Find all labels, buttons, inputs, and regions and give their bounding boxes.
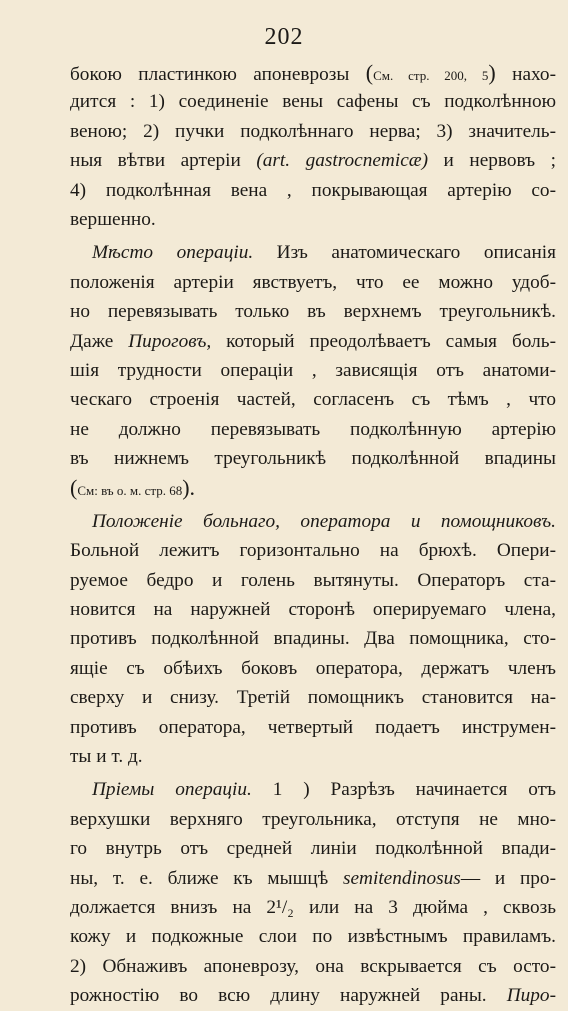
text-span: Даже xyxy=(70,330,129,352)
text-span: ны, т. е. ближе къ мышцѣ xyxy=(70,867,343,889)
text-line xyxy=(70,117,556,146)
text-span: ). xyxy=(182,475,196,501)
text-span: ящіе съ обѣихъ боковъ оператора, держатъ членъ xyxy=(70,657,556,679)
text-line xyxy=(70,268,556,297)
text-line xyxy=(70,805,556,834)
text-span: ( xyxy=(70,475,78,501)
text-span: противъ оператора, четвертый подаетъ инструмен- xyxy=(70,716,556,738)
text-span: но перевязывать только въ верхнемъ треугольникѣ. xyxy=(70,301,556,323)
text-line xyxy=(70,238,556,267)
text-span: и нервовъ ; xyxy=(428,150,556,172)
text-span: 4) подколѣнная вена , покрывающая артерію со- xyxy=(70,179,556,201)
text-span: semitendinosus xyxy=(342,867,461,889)
text-span: руемое бедро и голень вытянуты. Операторъ ста- xyxy=(70,569,556,591)
text-span: Положеніе больнаго, оператора и помощниковъ. xyxy=(92,510,556,532)
text-span: Мѣсто операціи. xyxy=(92,242,254,264)
text-span: Пироговъ, xyxy=(128,330,212,352)
text-line xyxy=(70,146,556,175)
page-number: 202 xyxy=(264,24,304,50)
text-span: вершенно. xyxy=(70,208,156,230)
text-span: веною; 2) пучки подколѣннаго нерва; 3) значитель- xyxy=(70,120,556,142)
text-line xyxy=(70,834,556,863)
text-span: противъ подколѣнной впадины. Два помощника, сто- xyxy=(70,628,556,650)
text-line xyxy=(70,444,556,473)
text-span: нахо- xyxy=(495,64,556,85)
body-text xyxy=(70,58,556,1011)
text-span: (art. gastrocnemicæ) xyxy=(256,150,429,172)
text-span: ( xyxy=(365,60,374,85)
text-span: который преодолѣваетъ самыя боль- xyxy=(211,330,556,352)
text-span: ныя вѣтви артеріи xyxy=(70,150,257,172)
text-line xyxy=(70,205,556,234)
text-line xyxy=(70,742,556,771)
text-line xyxy=(70,864,556,893)
text-line xyxy=(70,654,556,683)
text-line xyxy=(70,566,556,595)
text-span: не должно перевязывать подколѣнную артерію xyxy=(70,418,556,440)
text-line xyxy=(70,87,556,116)
text-span: дится : 1) соединеніе вены сафены съ подколѣнною xyxy=(70,91,556,113)
text-line xyxy=(70,624,556,653)
text-span: См: въ о. м. стр. 68 xyxy=(77,483,183,499)
text-line xyxy=(70,473,556,502)
text-span: ) xyxy=(488,60,496,85)
text-line xyxy=(70,356,556,385)
text-line xyxy=(70,385,556,414)
text-span: 1 ) Разрѣзъ начинается отъ xyxy=(251,779,556,801)
text-line xyxy=(70,775,556,804)
text-line xyxy=(70,595,556,624)
text-span: рожностію во всю длину наружней раны. xyxy=(70,985,507,1007)
text-span: бокою пластинкою апоневрозы xyxy=(70,64,366,85)
text-span: — и про- xyxy=(460,867,556,889)
text-line xyxy=(70,981,556,1010)
text-span: шія трудности операціи , зависящія отъ анатоми- xyxy=(70,359,556,381)
text-span: 2) Обнаживъ апоневрозу, она вскрывается съ осто- xyxy=(70,955,556,977)
text-line xyxy=(70,713,556,742)
text-line xyxy=(70,176,556,205)
text-span: го внутрь отъ средней линіи подколѣнной впади- xyxy=(70,838,556,860)
text-span: должается внизъ на 2¹/₂ или на 3 дюйма , сквозь xyxy=(70,896,556,918)
text-span: ты и т. д. xyxy=(70,745,143,767)
text-span: Пріемы операціи. xyxy=(92,779,252,801)
text-line xyxy=(70,415,556,444)
text-span: Изъ анатомическаго описанія xyxy=(253,242,556,264)
text-span: Больной лежитъ горизонтально на брюхѣ. Опери- xyxy=(70,540,556,562)
text-span: верхушки верхняго треугольника, отступя не мно- xyxy=(70,808,556,830)
text-span: См. стр. 200, 5 xyxy=(373,68,489,83)
text-span: положенія артеріи явствуетъ, что ее можно удоб- xyxy=(70,271,556,293)
text-span: ческаго строенія частей, согласенъ съ тѣмъ , что xyxy=(70,389,556,411)
text-span: въ нижнемъ треугольникѣ подколѣнной впадины xyxy=(70,448,556,470)
text-span: кожу и подкожные слои по извѣстнымъ правиламъ. xyxy=(70,926,556,948)
text-line xyxy=(70,536,556,565)
text-line xyxy=(70,922,556,951)
text-line xyxy=(70,507,556,536)
text-line xyxy=(70,58,556,87)
text-line xyxy=(70,893,556,922)
text-line xyxy=(70,952,556,981)
text-line xyxy=(70,297,556,326)
text-span: сверху и снизу. Третій помощникъ становится на- xyxy=(70,687,556,709)
text-span: Пиро- xyxy=(506,985,556,1007)
text-line xyxy=(70,683,556,712)
text-line xyxy=(70,327,556,356)
text-span: новится на наружней сторонѣ оперируемаго члена, xyxy=(70,599,556,621)
